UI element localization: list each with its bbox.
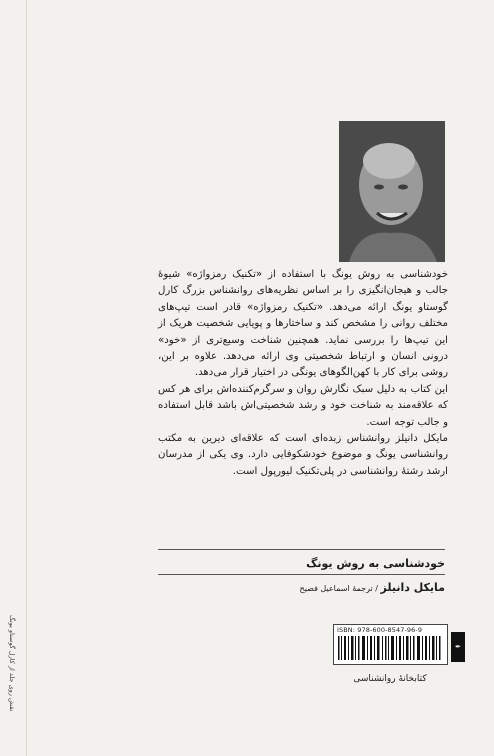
book-title: خودشناسی به روش یونگ: [306, 557, 445, 570]
author-photo: [339, 121, 445, 262]
book-description: [158, 267, 448, 480]
divider: [158, 549, 445, 550]
description-paragraph: این کتاب به دلیل سبک نگارش روان و سرگرم‌کننده‌اش برای هر کس که علاقه‌مند به شناخت خود و رشد شخصیتی‌اش باشد قابل استفاده و جالب توجه است.: [158, 383, 448, 428]
description-paragraph: خودشناسی به روش یونگ با استفاده از «تکنیک رمزواژه» شیوهٔ جالب و هیجان‌انگیزی را بر اساس نظریه‌های روانشناس بزرگ کارل گوستاو یونگ ارائه می‌دهد. «تکنیک رمزواژه» قادر است تیپ‌های مختلف روانی را مشخص کند و ساختارها و پویایی شخصیت هریک از این تیپ‌ها را بررسی نماید. همچنین شناخت وسیع‌تری از «خود» درونی انسان و ارتباط شخصیتی وی ارائه می‌دهد. علاوه بر این، روشی برای کار با کهن‌الگوهای یونگی در اختیار قرار می‌دهد.: [158, 269, 448, 379]
author-name: مایکل دانیلز: [380, 581, 445, 594]
cover-fold-line: [26, 0, 27, 756]
cover-credit: نقش روی جلد از کارل گوستاو یونگ: [8, 615, 16, 712]
barcode: [338, 636, 442, 660]
series-name: کتابخانهٔ روانشناسی: [353, 674, 427, 684]
translator-name: / ترجمهٔ اسماعیل فصیح: [299, 584, 381, 593]
description-paragraph: مایکل دانیلز روانشناس زبده‌ای است که علاقه‌ای دیرین به مکتب روانشناسی یونگ و موضوع خودشکوفایی دارد. وی یکی از مدرسان ارشد رشتهٔ روانشناسی در پلی‌تکنیک لیورپول است.: [158, 433, 448, 477]
isbn: ISBN: 978-600-8547-96-9: [337, 626, 423, 634]
publisher-logo: ✒: [451, 632, 465, 662]
divider: [158, 574, 445, 575]
author-line: [158, 581, 445, 594]
